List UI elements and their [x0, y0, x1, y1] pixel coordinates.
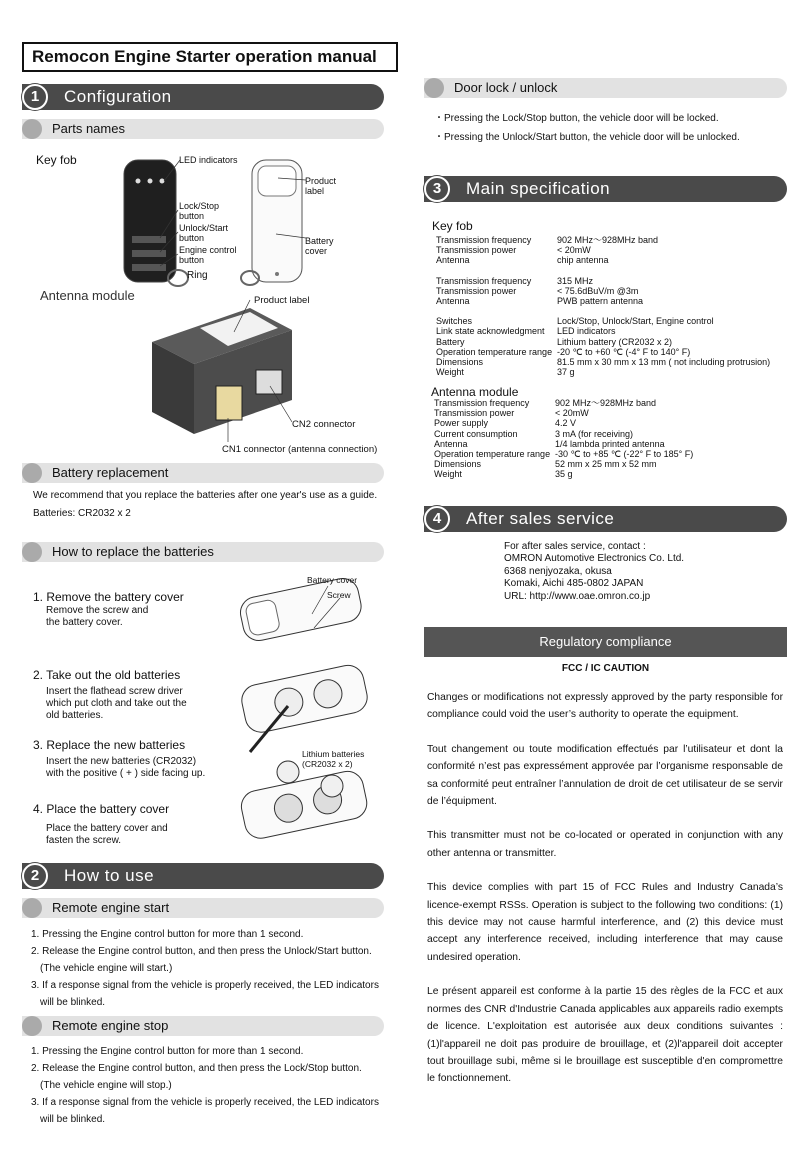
ring-label: Ring [187, 270, 208, 281]
step-1-body: Remove the screw and the battery cover. [46, 605, 149, 628]
door-line-1: ・Pressing the Lock/Stop button, the vehicle door will be locked. [434, 113, 719, 124]
spec-row: Antenna 1/4 lambda printed antenna [434, 438, 665, 449]
antenna-spec-title: Antenna module [431, 385, 519, 399]
keyfob-label: Key fob [36, 153, 77, 167]
page-title: Remocon Engine Starter operation manual [22, 42, 398, 72]
step-2-body: Insert the flathead screw driver which put cloth and take out the old batteries. [46, 686, 187, 721]
list-item: 2. Release the Engine control button, and then press the Lock/Stop button. [31, 1063, 362, 1074]
fcc-caution-title: FCC / IC CAUTION [561, 663, 650, 674]
spec-row-blank [436, 306, 786, 316]
section-3-header [424, 176, 787, 202]
lock-stop-label: Lock/Stop button [179, 201, 220, 222]
spec-row: Antenna PWB pattern antenna [436, 296, 644, 307]
bullet-dot [22, 119, 42, 139]
list-item: (The vehicle engine will stop.) [40, 1080, 172, 1091]
parts-figure [110, 150, 370, 460]
step-3-body: Insert the new batteries (CR2032) with the positive ( + ) side facing up. [46, 756, 206, 779]
section-title: How to use [64, 866, 155, 885]
regulatory-paragraph: Le présent appareil est conforme à la partie 15 des règles de la FCC et aux normes des CNR d'Industrie Canada applicables aux appareils radio exempts de licence. L'exploitation est autorisée aux deux conditions suivantes : (1)l'appareil ne doit pas produire de brouillage, et (2)l'appareil doit accepter tout brouillage subi, même si le brouillage est susceptible d'en compromettre le fonctionnement. [427, 986, 783, 1085]
list-item: will be blinked. [40, 1114, 106, 1125]
fig-screw-label: Screw [327, 590, 351, 600]
remote-stop-list [31, 1043, 393, 1128]
spec-row: Transmission power < 20mW [436, 245, 591, 256]
led-indicators-label: LED indicators [179, 155, 238, 165]
subsection-title: How to replace the batteries [52, 544, 214, 559]
spec-row: Battery Lithium battery (CR2032 x 2) [436, 336, 673, 347]
product-label-2: Product label [254, 295, 310, 306]
subsection-title: Remote engine stop [52, 1018, 169, 1033]
how-to-replace-header [22, 542, 384, 562]
cn2-label: CN2 connector [292, 419, 356, 430]
step-2-head: 2. Take out the old batteries [33, 668, 181, 682]
regulatory-paragraph: This device complies with part 15 of FCC Rules and Industry Canada’s licence-exempt RSSs. Operation is subject to the following two conditions: (1) this device may not cause harmful interference, and (2) this device must accept any interference received, including interference that may cause undesired operation. [427, 882, 783, 963]
battery-replacement-header [22, 463, 384, 483]
list-item: (The vehicle engine will start.) [40, 963, 173, 974]
battery-steps-figure [228, 566, 388, 856]
remote-start-list [31, 926, 393, 1011]
list-item: 3. If a response signal from the vehicle is properly received, the LED indicators [31, 1097, 379, 1108]
spec-row: Operation temperature range -30 ℃ to +85 ℃ (-22° F to 185° F) [434, 449, 694, 460]
section-number: 4 [424, 506, 450, 532]
spec-row: Operation temperature range -20 ℃ to +60 ℃ (-4° F to 140° F) [436, 346, 691, 357]
battery-line-1: We recommend that you replace the batteries after one year's use as a guide. [33, 490, 378, 501]
keyfob-spec-title: Key fob [432, 219, 473, 233]
contact-line: OMRON Automotive Electronics Co. Ltd. [504, 553, 685, 565]
keyfob-spec-table [436, 235, 786, 377]
list-item: 1. Pressing the Engine control button for more than 1 second. [31, 929, 304, 940]
subsection-title: Door lock / unlock [454, 80, 558, 95]
product-label-label: Product label [305, 176, 337, 197]
bullet-dot [22, 542, 42, 562]
remote-start-header [22, 898, 384, 918]
regulatory-text [427, 689, 783, 1088]
subsection-title: Remote engine start [52, 900, 170, 915]
contact-line: For after sales service, contact : [504, 541, 646, 552]
section-number: 1 [22, 84, 48, 110]
list-item: 2. Release the Engine control button, and then press the Unlock/Start button. [31, 946, 372, 957]
spec-row: Transmission power < 20mW [434, 408, 589, 419]
spec-row-blank [436, 266, 786, 276]
fig-battery-cover-label: Battery cover [307, 575, 358, 585]
spec-row: Dimensions 81.5 mm x 30 mm x 13 mm ( not including protrusion) [436, 357, 771, 368]
cn1-label: CN1 connector (antenna connection) [222, 444, 378, 455]
list-item: 3. If a response signal from the vehicle is properly received, the LED indicators [31, 980, 379, 991]
antenna-module-label: Antenna module [40, 288, 135, 303]
battery-line-2: Batteries: CR2032 x 2 [33, 508, 131, 519]
spec-row: Transmission power < 75.6dBuV/m @3m [436, 285, 639, 296]
section-number: 2 [22, 863, 48, 889]
spec-row: Current consumption 3 mA (for receiving) [434, 428, 634, 439]
spec-row: Transmission frequency 902 MHz～928MHz band [434, 398, 657, 408]
step-3-head: 3. Replace the new batteries [33, 738, 186, 752]
parts-names-header [22, 119, 384, 139]
regulatory-paragraph: This transmitter must not be co-located or operated in conjunction with any other antenna or transmitter. [427, 830, 783, 859]
contact-url: URL: http://www.oae.omron.co.jp [504, 590, 651, 602]
spec-row: Transmission frequency 315 MHz [436, 275, 594, 286]
bullet-dot [22, 463, 42, 483]
after-sales-contact [504, 541, 684, 603]
step-4-head: 4. Place the battery cover [33, 802, 170, 816]
contact-line: Komaki, Aichi 485-0802 JAPAN [504, 578, 644, 590]
spec-row: Power supply 4.2 V [434, 418, 577, 429]
step-1-head: 1. Remove the battery cover [33, 590, 184, 604]
fig-lithium-label: Lithium batteries (CR2032 x 2) [302, 749, 365, 769]
step-4-body: Place the battery cover and fasten the screw. [46, 823, 168, 846]
bullet-dot [424, 78, 444, 98]
engine-control-label: Engine control button [179, 245, 237, 266]
antenna-spec-table [434, 398, 784, 480]
section-title: After sales service [466, 509, 615, 528]
spec-row: Switches Lock/Stop, Unlock/Start, Engine control [436, 316, 714, 327]
spec-row: Weight 35 g [434, 469, 573, 480]
section-1-header [22, 84, 384, 110]
section-2-header [22, 863, 384, 889]
list-item: will be blinked. [40, 997, 106, 1008]
remote-stop-header [22, 1016, 384, 1036]
section-title: Configuration [64, 87, 172, 106]
spec-row: Dimensions 52 mm x 25 mm x 52 mm [434, 459, 657, 470]
regulatory-paragraph: Changes or modifications not expressly approved by the party responsible for compliance could void the user’s authority to operate the equipment. [427, 692, 783, 721]
subsection-title: Battery replacement [52, 465, 169, 480]
bullet-dot [22, 1016, 42, 1036]
door-line-2: ・Pressing the Unlock/Start button, the vehicle door will be unlocked. [434, 132, 740, 143]
battery-cover-label: Battery cover [305, 236, 334, 257]
section-4-header [424, 506, 787, 532]
spec-row: Transmission frequency 902 MHz～928MHz band [436, 235, 659, 245]
bullet-dot [22, 898, 42, 918]
regulatory-paragraph: Tout changement ou toute modification effectués par l’utilisateur et dont la conformité n’est pas expressément approvée par l’organisme responsable de sa conformité peut entraîner l’annulation de droit de cet utilisateur de se servir de l’équipment. [427, 743, 783, 808]
contact-line: 6368 nenjyozaka, okusa [504, 565, 612, 577]
spec-row: Antenna chip antenna [436, 255, 609, 266]
section-number: 3 [424, 176, 450, 202]
unlock-start-label: Unlock/Start button [179, 223, 229, 244]
door-lock-header [424, 78, 787, 98]
subsection-title: Parts names [52, 121, 125, 136]
list-item: 1. Pressing the Engine control button for more than 1 second. [31, 1046, 304, 1057]
section-title: Main specification [466, 179, 611, 198]
spec-row: Weight 37 g [436, 367, 575, 378]
regulatory-header: Regulatory compliance [424, 627, 787, 657]
spec-row: Link state acknowledgment LED indicators [436, 326, 616, 337]
